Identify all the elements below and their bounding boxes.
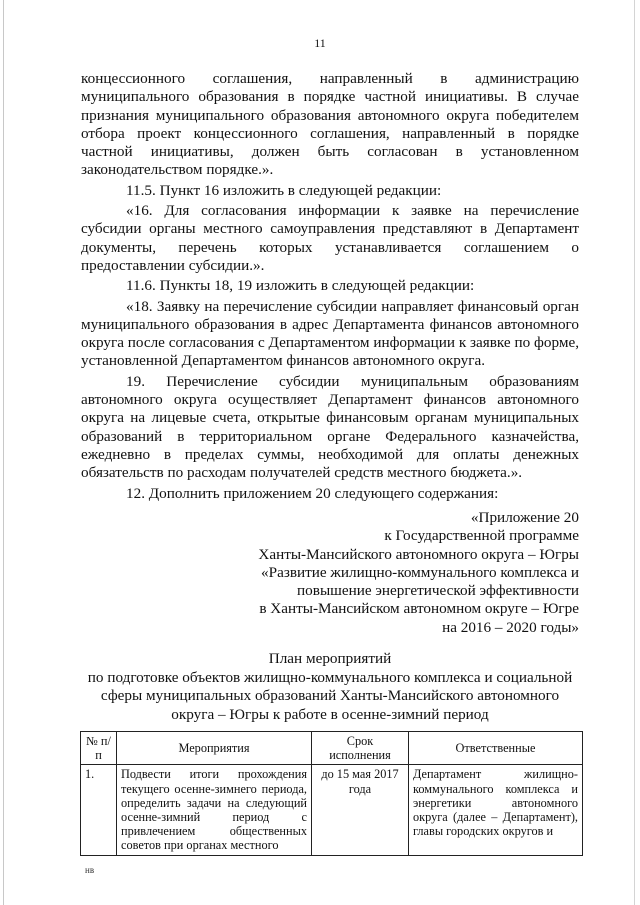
scan-edge-right xyxy=(634,0,635,905)
footer-mark: нв xyxy=(85,865,95,875)
appendix-line: Ханты-Мансийского автономного округа – Югры xyxy=(258,545,579,563)
cell-responsible: Департамент жилищно-коммунального комплекса и энергетики автономного округа (далее – Департамент), главы городских округов и xyxy=(409,765,583,855)
plan-title xyxy=(60,650,600,724)
header-deadline: Срок исполнения xyxy=(312,732,409,765)
paragraph: концессионного соглашения, направленный в администрацию муниципального образования в порядке частной инициативы. В случае признания муниципального образования автономного округа победителем отбора проект концессионного соглашения, направленный в порядке частной инициативы, должен быть согласован в установленном законодательством порядке.». xyxy=(81,70,579,179)
body-text xyxy=(81,70,579,503)
paragraph: 11.6. Пункты 18, 19 изложить в следующей редакции: xyxy=(126,277,475,295)
plan-title-line: округа – Югры к работе в осенне-зимний период xyxy=(171,705,489,723)
cell-deadline: до 15 мая 2017 года xyxy=(312,765,409,855)
appendix-line: к Государственной программе xyxy=(384,527,579,545)
appendix-line: «Приложение 20 xyxy=(470,509,579,526)
header-responsible: Ответственные xyxy=(409,732,583,765)
appendix-line: повышение энергетической эффективности xyxy=(297,582,579,600)
appendix-line: на 2016 – 2020 годы» xyxy=(442,618,579,636)
paragraph: 19. Перечисление субсидии муниципальным образованиям автономного округа осуществляет Департамент финансов автономного округа на лицевые счета, открытые финансовым органам муниципальных образований в территориальном органе Федерального казначейства, ежедневно в пределах суммы, необходимой для оплаты денежных обязательств по расходам получателей средств местного бюджета.». xyxy=(81,372,579,482)
header-activity: Мероприятия xyxy=(117,732,312,765)
scan-edge-left xyxy=(3,0,4,905)
plan-table xyxy=(80,731,583,856)
header-number: № п/п xyxy=(81,732,117,765)
plan-title-line: План мероприятий xyxy=(268,650,392,667)
paragraph: «16. Для согласования информации к заявке на перечисление субсидии органы местного самоуправления представляют в Департамент документы, перечень которых устанавливается соглашением о предоставлении субсидии.». xyxy=(81,202,579,274)
plan-title-line: сферы муниципальных образований Ханты-Мансийского автономного xyxy=(100,687,560,704)
cell-number: 1. xyxy=(81,765,117,855)
table-row xyxy=(81,765,583,855)
paragraph: 12. Дополнить приложением 20 следующего содержания: xyxy=(126,484,499,502)
paragraph: 11.5. Пункт 16 изложить в следующей редакции: xyxy=(126,181,442,199)
appendix-line: в Ханты-Мансийском автономном округе – Югре xyxy=(259,600,579,618)
page-number: 11 xyxy=(314,36,326,50)
appendix-line: «Развитие жилищно-коммунального комплекса и xyxy=(261,563,579,581)
paragraph: «18. Заявку на перечисление субсидии направляет финансовый орган муниципального образования в адрес Департамента финансов автономного округа после согласования с Департаментом информации к заявке по форме, установленной Департаментом финансов автономного округа. xyxy=(81,297,579,370)
plan-title-line: по подготовке объектов жилищно-коммунального комплекса и социальной xyxy=(87,668,573,686)
table-header-row xyxy=(81,732,583,765)
cell-activity: Подвести итоги прохождения текущего осенне-зимнего периода, определить задачи на следующий осенне-зимний период с привлечением общественных советов при органах местного xyxy=(117,765,312,855)
appendix-header xyxy=(179,509,579,637)
